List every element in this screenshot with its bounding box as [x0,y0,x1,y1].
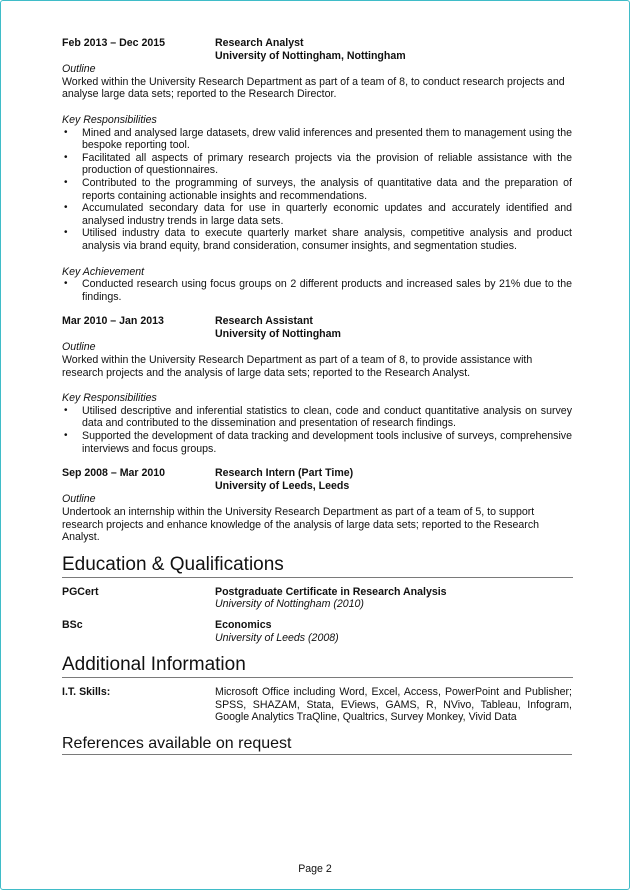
achievements-list [62,278,572,303]
job-title: Research Intern (Part Time) [215,467,354,480]
qualification-name: Postgraduate Certificate in Research Analysis [215,585,447,598]
references-note: References available on request [62,734,572,755]
job-outline: Undertook an internship within the University Research Department as part of a team of 5, to support research projects and enhance knowledge of the analysis of large data sets; reported to the Research Analyst. [62,506,540,544]
job-entry-3 [62,467,572,544]
list-item: • Conducted research using focus groups on 2 different products and increased sales by 21% due to the findings. [62,278,572,303]
degree-key: BSc [62,618,83,631]
outline-label: Outline [62,341,96,354]
education-item-2 [62,619,572,644]
responsibilities-list [62,127,572,253]
job-entry-1 [62,37,572,303]
job-title: Research Assistant [215,315,313,328]
additional-heading: Additional Information [62,654,573,678]
skills-value: Microsoft Office including Word, Excel, Access, PowerPoint and Publisher; SPSS, SHAZAM, Stata, EViews, GAMS, R, NVivo, Tableau, Infogram, Google Analytics TraQline, Qualtrics, Survey Monkey, Vivid Data [215,686,572,724]
outline-label: Outline [62,493,96,506]
list-item: • Utilised industry data to execute quarterly market share analysis, competitive analysis and product analysis via brand equity, brand consideration, consumer insights, and segmentation studies. [62,227,572,252]
job-title: Research Analyst [215,37,304,49]
job-header [62,37,572,62]
job-dates: Sep 2008 – Mar 2010 [62,467,166,480]
outline-label: Outline [62,63,96,76]
qualification-institution: University of Leeds (2008) [215,631,339,644]
job-entry-2 [62,315,572,455]
list-item: • Mined and analysed large datasets, drew valid inferences and presented them to management using the bespoke reporting tool. [62,127,572,152]
job-dates: Feb 2013 – Dec 2015 [62,37,166,49]
qualification-institution: University of Nottingham (2010) [215,598,364,611]
list-item: • Utilised descriptive and inferential statistics to clean, code and conduct quantitative analysis on survey data and contributed to the dissemination and presentation of research findings. [62,405,572,430]
list-item: • Supported the development of data tracking and development tools inclusive of surveys, comprehensive interviews and focus groups. [62,430,572,455]
resume-page [62,37,572,755]
job-employer: University of Nottingham, Nottingham [215,49,406,62]
skills-row [62,686,572,724]
education-item-1 [62,586,572,611]
job-outline: Worked within the University Research Department as part of a team of 8, to provide assistance with research projects and the analysis of large data sets; reported to the Research Analyst. [62,354,533,379]
achievement-label: Key Achievement [62,265,145,278]
job-employer: University of Nottingham [215,327,341,340]
education-heading: Education & Qualifications [62,554,573,578]
page-number: Page 2 [298,863,332,875]
responsibilities-label: Key Responsibilities [62,392,157,405]
job-header [62,315,572,340]
list-item: • Accumulated secondary data for use in quarterly economic updates and accurately identified and analysed industry trends in large data sets. [62,202,572,227]
degree-key: PGCert [62,585,99,598]
list-item: • Facilitated all aspects of primary research projects via the provision of reliable assistance with the production of questionnaires. [62,152,572,177]
skills-key: I.T. Skills: [62,686,111,699]
qualification-name: Economics [215,618,272,631]
job-dates: Mar 2010 – Jan 2013 [62,315,164,328]
job-header [62,467,572,492]
job-employer: University of Leeds, Leeds [215,479,350,492]
job-outline: Worked within the University Research Department as part of a team of 8, to conduct research projects and analyse large data sets; reported to the Research Director. [62,75,565,101]
responsibilities-label: Key Responsibilities [62,113,157,126]
responsibilities-list [62,405,572,455]
list-item: • Contributed to the programming of surveys, the analysis of quantitative data and the preparation of reports containing actionable insights and recommendations. [62,177,572,202]
